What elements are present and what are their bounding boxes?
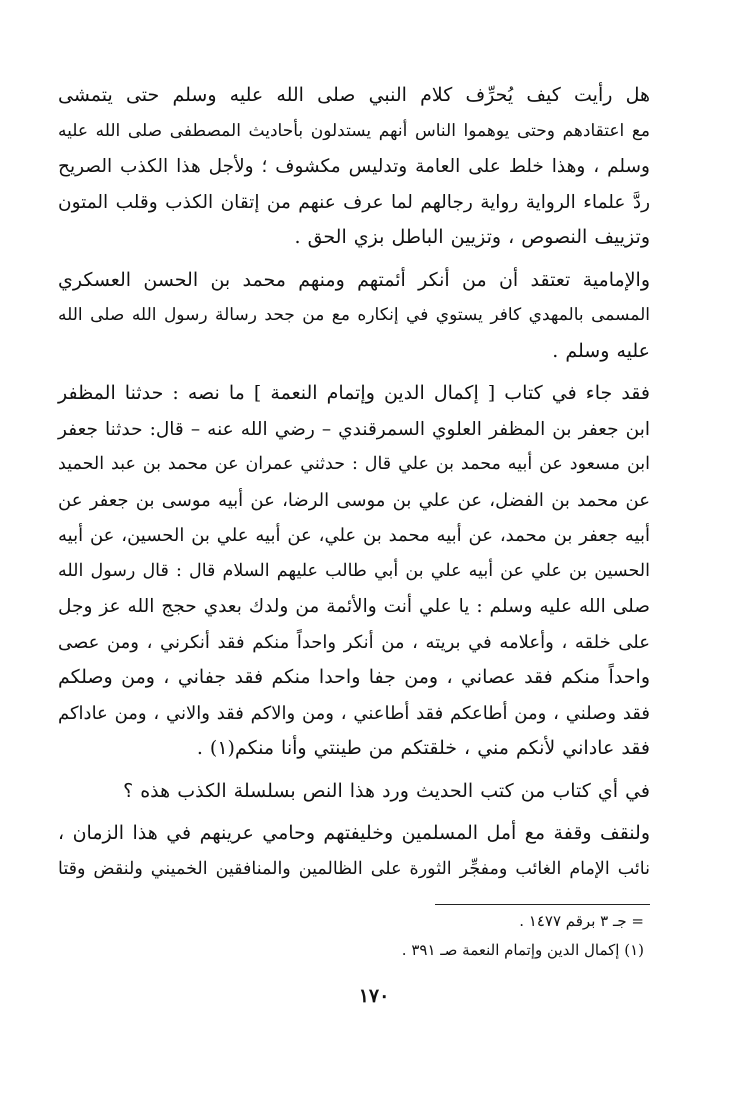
footnote-continuation: = جـ ٣ برقم ١٤٧٧ . — [519, 912, 644, 930]
text-line: الحسين بن علي عن أبيه علي بن أبي طالب عليهم السلام قال : قال رسول الله — [58, 560, 650, 581]
text-line: ابن جعفر بن المظفر العلوي السمرقندي – رضي الله عنه – قال: حدثنا جعفر — [58, 418, 650, 440]
text-line: والإمامية تعتقد أن من أنكر أئمتهم ومنهم محمد بن الحسن العسكري — [58, 268, 650, 291]
text-line: عليه وسلم . — [552, 339, 650, 362]
footnote-divider — [435, 904, 650, 905]
footnote-1: (١) إكمال الدين وإتمام النعمة صـ ٣٩١ . — [401, 941, 644, 959]
text-line: أبيه جعفر بن محمد، عن أبيه محمد بن علي، عن أبيه علي بن الحسين، عن أبيه — [58, 525, 650, 546]
text-line: عن محمد بن الفضل، عن علي بن موسى الرضا، عن أبيه موسى بن جعفر عن — [58, 489, 650, 511]
footnotes — [58, 904, 650, 963]
main-text — [58, 78, 650, 887]
text-line: ولنقف وقفة مع أمل المسلمين وخليفتهم وحامي عرينهم في هذا الزمان ، — [58, 822, 650, 844]
paragraph-1 — [58, 78, 650, 256]
text-line: في أي كتاب من كتب الحديث ورد هذا النص بسلسلة الكذب هذه ؟ — [123, 779, 650, 802]
text-line: فقد عاداني لأنكم مني ، خلقتكم من طينتي وأنا منكم(١) . — [196, 737, 650, 759]
paragraph-2 — [58, 263, 650, 370]
text-line: مع اعتقادهم وحتى يوهموا الناس أنهم يستدلون بأحاديث المصطفى صلى الله عليه — [58, 120, 650, 141]
text-line: فقد وصلني ، ومن أطاعكم فقد أطاعني ، ومن والاكم فقد والاني ، ومن عاداكم — [58, 702, 650, 724]
text-line: هل رأيت كيف يُحرِّف كلام النبي صلى الله عليه وسلم حتى يتمشى — [58, 84, 650, 106]
text-line: على خلقه ، وأعلامه في بريته ، من أنكر واحداً منكم فقد أنكرني ، ومن عصى — [58, 631, 650, 653]
text-line: المسمى بالمهدي كافر يستوي في إنكاره مع من جحد رسالة رسول الله صلى الله — [58, 305, 650, 325]
text-line: فقد جاء في كتاب [ إكمال الدين وإتمام النعمة ] ما نصه : حدثنا المظفر — [58, 382, 650, 404]
text-line: وتزييف النصوص ، وتزيين الباطل بزي الحق . — [294, 226, 650, 248]
text-line: نائب الإمام الغائب ومفجِّر الثورة على الظالمين والمنافقين الخميني ولنقض وقتا — [58, 858, 650, 879]
text-line: ابن مسعود عن أبيه محمد بن علي قال : حدثني عمران عن محمد بن عبد الحميد — [58, 454, 650, 474]
paragraph-5 — [58, 816, 650, 887]
text-line: واحداً منكم فقد عصاني ، ومن جفا واحدا منكم فقد جفاني ، ومن وصلكم — [58, 666, 650, 688]
text-line: وسلم ، وهذا خلط على العامة وتدليس مكشوف ؛ ولأجل هذا الكذب الصريح — [58, 156, 650, 177]
paragraph-3 — [58, 376, 650, 767]
paragraph-4 — [58, 774, 650, 810]
page-number: ١٧٠ — [358, 985, 390, 1007]
text-line: صلى الله عليه وسلم : يا علي أنت والأئمة من ولدك بعدي حجج الله عز وجل — [58, 596, 650, 617]
text-line: ردَّ علماء الرواية رواية رجالهم لما عرف عنهم من إتقان الكذب وقلب المتون — [58, 191, 650, 213]
